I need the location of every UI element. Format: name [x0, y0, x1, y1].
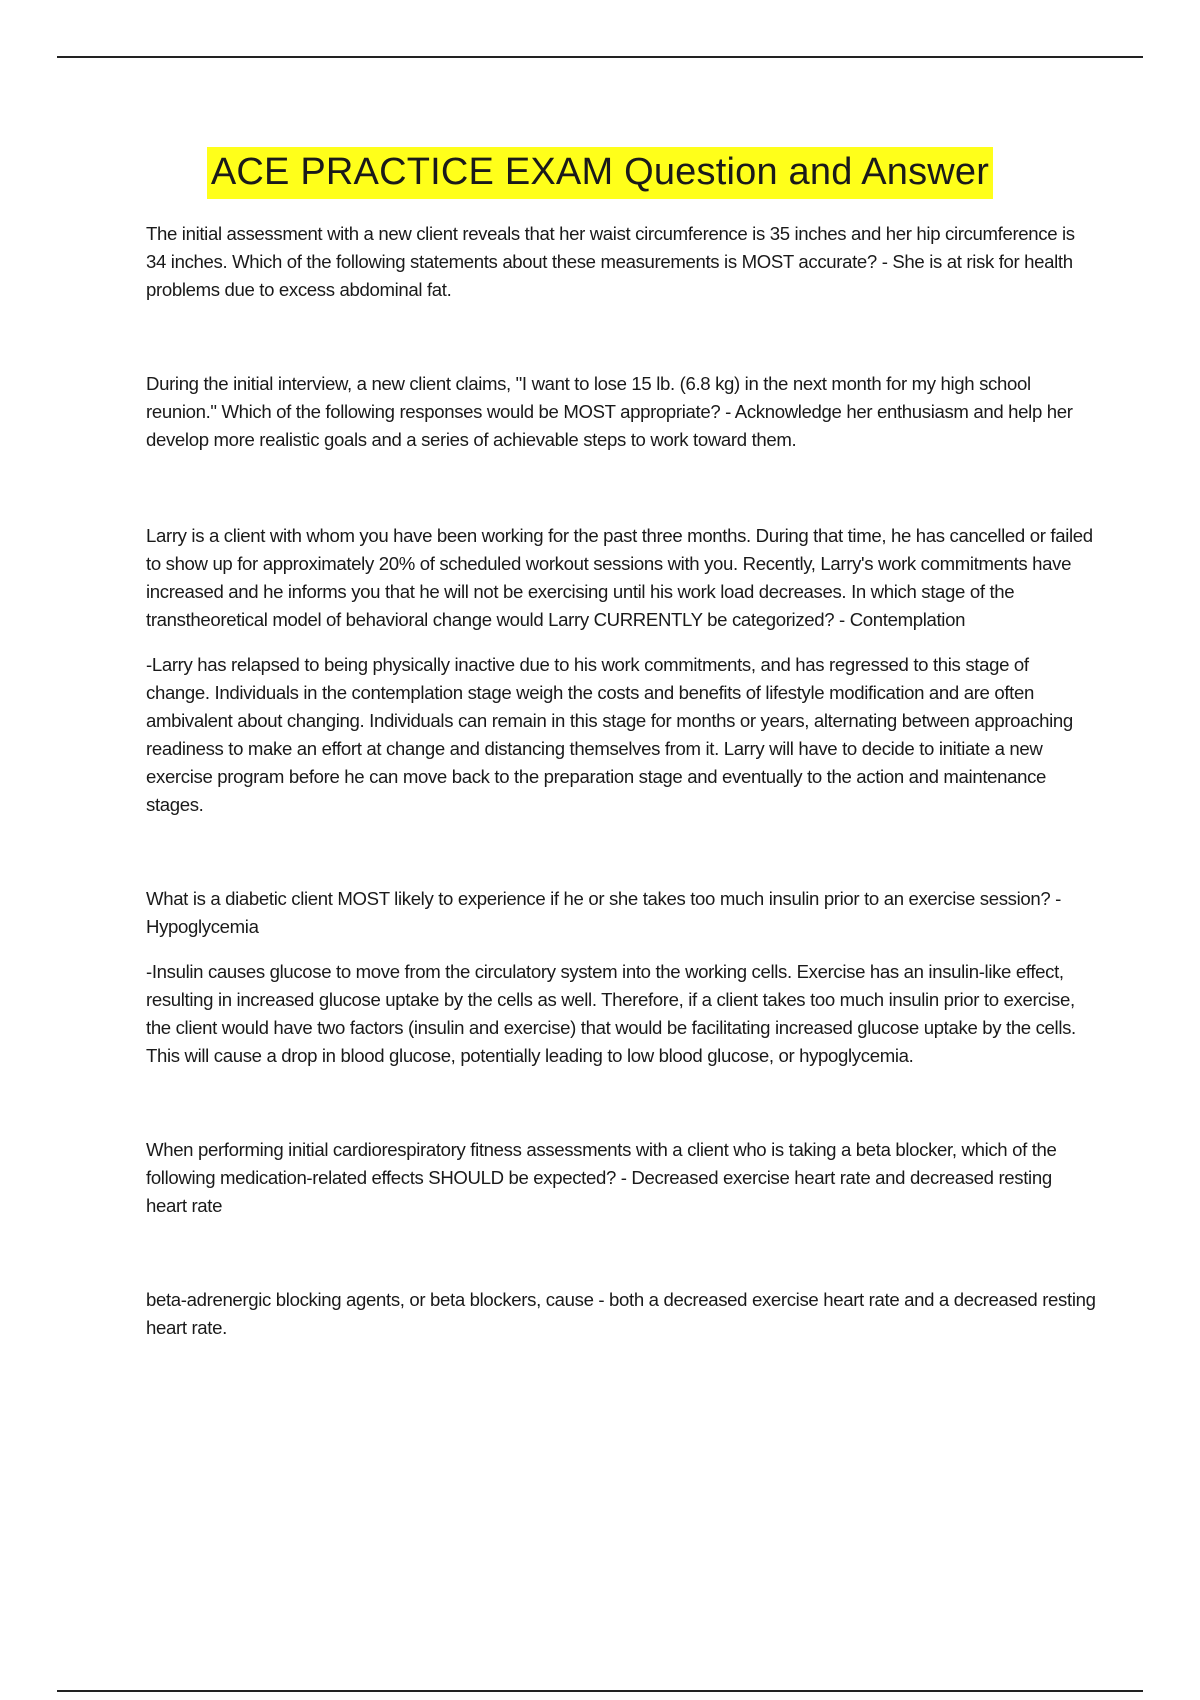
qa-block-3	[146, 522, 1096, 819]
qa-block-1	[146, 220, 1096, 304]
qa-block-6	[146, 1286, 1096, 1342]
qa-block-5	[146, 1136, 1096, 1220]
qa-block-2	[146, 370, 1096, 454]
qa-text: During the initial interview, a new client claims, "I want to lose 15 lb. (6.8 kg) in the next month for my high school reunion." Which of the following responses would be MOST appropriate? - Acknowledge her enthusiasm and help her develop more realistic goals and a series of achievable steps to work toward them.	[146, 373, 1073, 450]
footer-rule	[57, 1690, 1143, 1692]
qa-text: beta-adrenergic blocking agents, or beta blockers, cause - both a decreased exercise heart rate and a decreased resting heart rate.	[146, 1289, 1096, 1338]
qa-text: Larry is a client with whom you have been working for the past three months. During that time, he has cancelled or failed to show up for approximately 20% of scheduled workout sessions with you. Recently, Larry's work commitments have increased and he informs you that he will not be exercising until his work load decreases. In which stage of the transtheoretical model of behavioral change would Larry CURRENTLY be categorized? - Contemplation	[146, 525, 1093, 630]
qa-text: When performing initial cardiorespiratory fitness assessments with a client who is taking a beta blocker, which of the following medication-related effects SHOULD be expected? - Decreased exercise heart rate and decreased resting heart rate	[146, 1139, 1057, 1216]
qa-text: What is a diabetic client MOST likely to experience if he or she takes too much insulin prior to an exercise session? - Hypoglycemia	[146, 888, 1061, 937]
title-container	[0, 147, 1200, 199]
qa-explanation: -Larry has relapsed to being physically inactive due to his work commitments, and has regressed to this stage of change. Individuals in the contemplation stage weigh the costs and benefits of lifestyle modification and are often ambivalent about changing. Individuals can remain in this stage for months or years, alternating between approaching readiness to make an effort at change and distancing themselves from it. Larry will have to decide to initiate a new exercise program before he can move back to the preparation stage and eventually to the action and maintenance stages.	[146, 654, 1073, 815]
header-rule	[57, 56, 1143, 58]
qa-text: The initial assessment with a new client reveals that her waist circumference is 35 inches and her hip circumference is 34 inches. Which of the following statements about these measurements is MOST accurate? - She is at risk for health problems due to excess abdominal fat.	[146, 223, 1075, 300]
document-body	[146, 220, 1096, 1342]
qa-block-4	[146, 885, 1096, 1070]
page-title: ACE PRACTICE EXAM Question and Answer	[207, 147, 993, 199]
qa-explanation: -Insulin causes glucose to move from the circulatory system into the working cells. Exercise has an insulin-like effect, resulting in increased glucose uptake by the cells as well. Therefore, if a client takes too much insulin prior to exercise, the client would have two factors (insulin and exercise) that would be facilitating increased glucose uptake by the cells. This will cause a drop in blood glucose, potentially leading to low blood glucose, or hypoglycemia.	[146, 961, 1076, 1066]
